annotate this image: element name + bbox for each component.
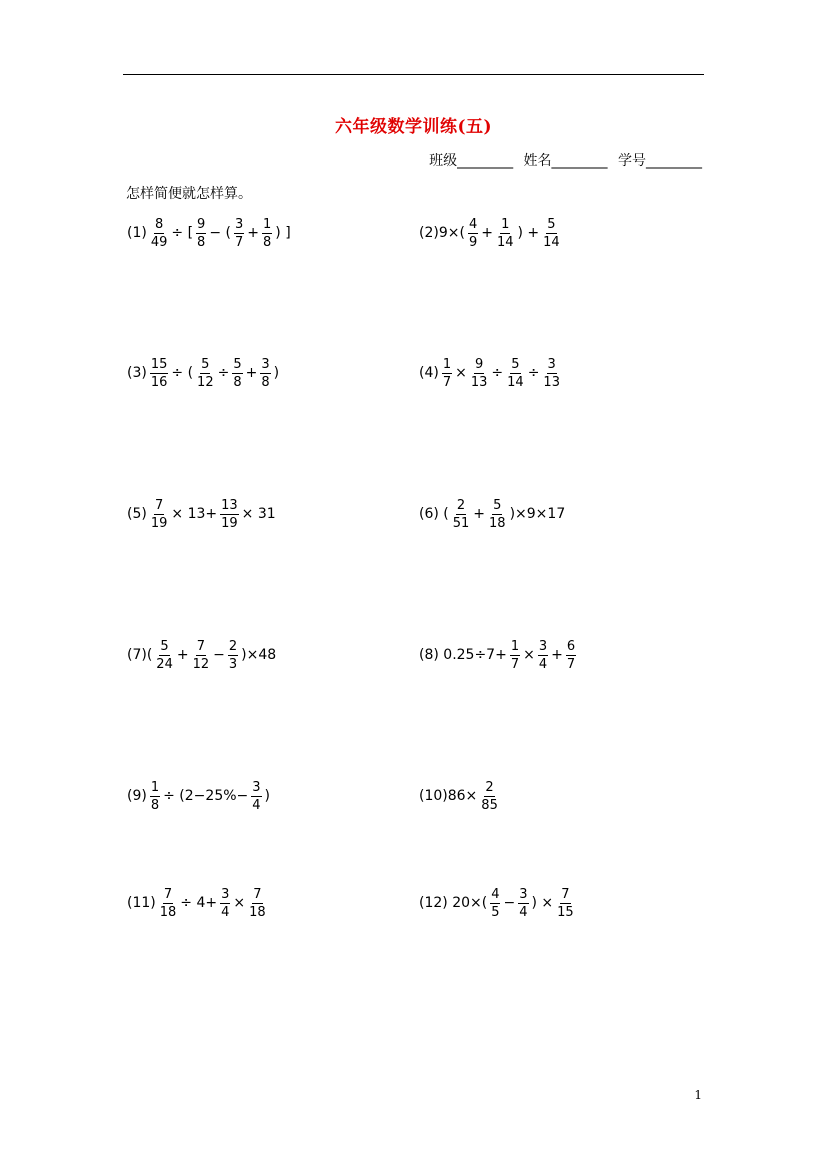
fraction xyxy=(228,640,238,671)
fraction xyxy=(556,888,575,919)
expression-text: − ( xyxy=(209,225,231,241)
fraction xyxy=(220,499,239,530)
denominator: 4 xyxy=(538,656,548,672)
expression-text: (5) xyxy=(127,506,147,522)
expression-text: (8) 0.25÷7+ xyxy=(419,647,507,663)
expression-text: ) + xyxy=(517,225,540,241)
numerator: 9 xyxy=(197,216,206,232)
expression-text: ÷ 4+ xyxy=(180,895,218,911)
fraction xyxy=(566,640,576,671)
fraction xyxy=(196,358,215,389)
denominator: 14 xyxy=(496,234,514,250)
fraction xyxy=(490,888,500,919)
expression-text: ÷ xyxy=(217,365,230,381)
fraction xyxy=(150,218,169,249)
fraction xyxy=(452,499,471,530)
numerator: 2 xyxy=(485,779,494,795)
fraction xyxy=(542,358,561,389)
fraction xyxy=(150,499,169,530)
denominator: 49 xyxy=(150,234,168,250)
fraction xyxy=(232,358,242,389)
expression-text: − xyxy=(213,647,225,663)
numerator: 6 xyxy=(566,638,576,654)
fraction xyxy=(248,888,267,919)
numerator: 3 xyxy=(261,356,270,372)
numerator: 1 xyxy=(442,356,452,372)
expression-text: + xyxy=(473,506,486,522)
expression-text: ) × xyxy=(531,895,554,911)
denominator: 14 xyxy=(543,234,560,250)
numerator: 15 xyxy=(150,356,168,372)
problem-9 xyxy=(126,776,271,816)
denominator: 85 xyxy=(481,797,498,813)
numerator: 5 xyxy=(547,216,556,232)
numerator: 5 xyxy=(493,497,502,513)
fraction xyxy=(150,781,160,812)
expression-text: × 31 xyxy=(241,506,276,522)
numerator: 7 xyxy=(561,886,570,902)
expression-text: (2)9×( xyxy=(419,225,465,241)
fraction xyxy=(155,640,174,671)
fraction xyxy=(510,640,520,671)
denominator: 7 xyxy=(566,656,576,672)
numerator: 2 xyxy=(228,638,238,654)
fraction xyxy=(234,218,244,249)
expression-text: (6) ( xyxy=(419,506,449,522)
class-field[interactable]: 班级________ xyxy=(429,153,514,169)
numerator: 7 xyxy=(163,886,173,902)
denominator: 13 xyxy=(470,374,488,390)
numerator: 3 xyxy=(519,886,528,902)
denominator: 4 xyxy=(221,904,230,920)
expression-text: − xyxy=(503,895,516,911)
problem-10 xyxy=(418,776,501,816)
denominator: 7 xyxy=(442,374,452,390)
numerator: 3 xyxy=(538,638,548,654)
numerator: 2 xyxy=(456,497,466,513)
denominator: 19 xyxy=(221,515,238,531)
id-field[interactable]: 学号________ xyxy=(618,153,702,169)
student-info xyxy=(423,150,702,170)
denominator: 5 xyxy=(491,904,500,920)
denominator: 12 xyxy=(192,656,210,672)
numerator: 5 xyxy=(511,356,520,372)
expression-text: + xyxy=(551,647,563,663)
problem-3 xyxy=(126,353,280,393)
numerator: 7 xyxy=(154,497,164,513)
page-number: 1 xyxy=(694,1088,702,1102)
expression-text: × xyxy=(523,647,535,663)
expression-text: + xyxy=(176,647,189,663)
problem-11 xyxy=(126,883,269,923)
fraction xyxy=(468,218,478,249)
denominator: 8 xyxy=(233,374,242,390)
numerator: 7 xyxy=(196,638,205,654)
denominator: 8 xyxy=(261,374,270,390)
fraction xyxy=(538,640,548,671)
expression-text: (10)86× xyxy=(419,788,478,804)
fraction xyxy=(251,781,261,812)
fraction xyxy=(488,499,507,530)
name-field[interactable]: 姓名________ xyxy=(523,153,608,169)
denominator: 9 xyxy=(468,234,478,250)
numerator: 5 xyxy=(160,638,169,654)
expression-text: × xyxy=(455,365,467,381)
expression-text: + xyxy=(247,225,259,241)
fraction xyxy=(260,358,270,389)
denominator: 3 xyxy=(228,656,238,672)
expression-text: ÷ ( xyxy=(171,365,194,381)
numerator: 8 xyxy=(154,216,164,232)
problem-8 xyxy=(418,635,578,675)
denominator: 4 xyxy=(519,904,528,920)
problem-12 xyxy=(418,883,577,923)
numerator: 3 xyxy=(547,356,556,372)
fraction xyxy=(496,218,515,249)
denominator: 7 xyxy=(234,234,244,250)
expression-text: (3) xyxy=(127,365,147,381)
expression-text: × xyxy=(233,895,246,911)
fraction xyxy=(159,888,178,919)
denominator: 19 xyxy=(150,515,168,531)
expression-text: ) xyxy=(273,365,280,381)
denominator: 18 xyxy=(159,904,177,920)
numerator: 5 xyxy=(233,356,242,372)
expression-text: ÷ [ xyxy=(171,225,194,241)
expression-text: ) ] xyxy=(275,225,291,241)
expression-text: ) xyxy=(264,788,271,804)
denominator: 7 xyxy=(510,656,520,672)
fraction xyxy=(196,218,206,249)
numerator: 1 xyxy=(501,216,510,232)
fraction xyxy=(442,358,452,389)
fraction xyxy=(150,358,169,389)
problem-7 xyxy=(126,635,277,675)
numerator: 3 xyxy=(252,779,261,795)
denominator: 8 xyxy=(263,234,272,250)
numerator: 9 xyxy=(474,356,484,372)
denominator: 12 xyxy=(197,374,214,390)
problem-5 xyxy=(126,494,277,534)
expression-text: + xyxy=(481,225,493,241)
expression-text: ÷ xyxy=(527,365,540,381)
numerator: 3 xyxy=(221,886,230,902)
numerator: 5 xyxy=(201,356,210,372)
numerator: 13 xyxy=(221,497,238,513)
expression-text: × 13+ xyxy=(171,506,218,522)
header-rule xyxy=(123,74,704,75)
expression-text: (4) xyxy=(419,365,439,381)
expression-text: + xyxy=(245,365,258,381)
problem-4 xyxy=(418,353,563,393)
denominator: 24 xyxy=(156,656,173,672)
denominator: 18 xyxy=(249,904,266,920)
expression-text: (1) xyxy=(127,225,147,241)
denominator: 18 xyxy=(489,515,506,531)
fraction xyxy=(220,888,230,919)
numerator: 4 xyxy=(491,886,500,902)
fraction xyxy=(518,888,528,919)
fraction xyxy=(480,781,499,812)
fraction xyxy=(470,358,489,389)
denominator: 14 xyxy=(507,374,524,390)
fraction xyxy=(506,358,525,389)
expression-text: ÷ (2−25%− xyxy=(163,788,249,804)
expression-text: (9) xyxy=(127,788,147,804)
numerator: 7 xyxy=(253,886,262,902)
denominator: 15 xyxy=(557,904,574,920)
denominator: 8 xyxy=(197,234,206,250)
numerator: 1 xyxy=(510,638,520,654)
expression-text: )×9×17 xyxy=(509,506,566,522)
expression-text: (7)( xyxy=(127,647,153,663)
denominator: 4 xyxy=(252,797,261,813)
fraction xyxy=(542,218,561,249)
problem-2 xyxy=(418,213,563,253)
fraction xyxy=(192,640,211,671)
fraction xyxy=(262,218,272,249)
page-title: 六年级数学训练(五) xyxy=(334,117,493,137)
numerator: 1 xyxy=(263,216,272,232)
denominator: 51 xyxy=(452,515,470,531)
denominator: 16 xyxy=(150,374,168,390)
expression-text: )×48 xyxy=(241,647,277,663)
instruction-text: 怎样简便就怎样算。 xyxy=(126,186,252,202)
denominator: 13 xyxy=(543,374,560,390)
numerator: 4 xyxy=(468,216,478,232)
expression-text: (12) 20×( xyxy=(419,895,488,911)
problem-1 xyxy=(126,213,292,253)
denominator: 8 xyxy=(150,797,160,813)
expression-text: (11) xyxy=(127,895,156,911)
numerator: 1 xyxy=(150,779,160,795)
expression-text: ÷ xyxy=(491,365,504,381)
problem-6 xyxy=(418,494,566,534)
numerator: 3 xyxy=(234,216,244,232)
